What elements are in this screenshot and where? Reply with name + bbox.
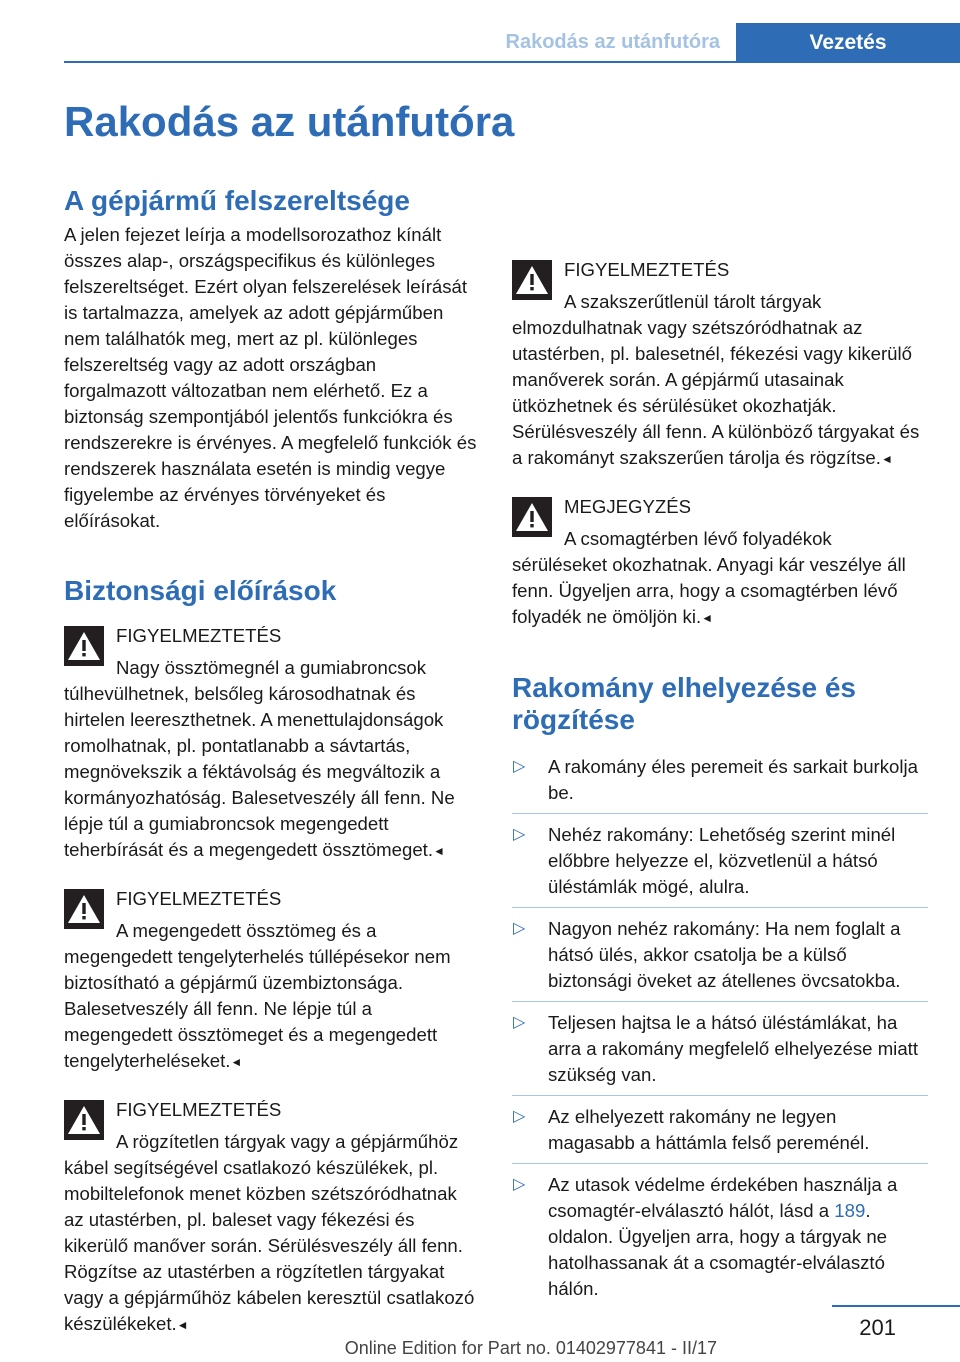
header-rule — [64, 61, 960, 63]
equipment-text: A jelen fejezet leírja a modellsorozathoz kínált összes alap-, országspecifikus és különleges felszereltséget. Ezért olyan felszerelések leírását is tartalmazza, amelyek az adott gépjárműben nem találhatók meg, mert az pl. különleges felszereltség vagy az adott országban forgalmazott változatban nem elérhető. Ez a biztonság szempontjából jelentős funkciókra és rendszerekre is érvényes. A megfelelő funkciók és rendszerek használata esetén is mindig vegye figyelembe az érvényes törvényeket és előírásokat. — [64, 224, 477, 531]
warning-triangle-icon — [512, 260, 552, 300]
list-item: ▷ A rakomány éles peremeit és sarkait burkolja be. — [512, 754, 928, 806]
note-text: A csomagtérben lévő folyadékok sérüléseket okozhatnak. Anyagi kár veszélye áll fenn. Ügyeljen arra, hogy a csomagtérben lévő folyadék ne ömöljön ki.◄ — [512, 528, 906, 627]
cargo-heading: Rakomány elhelyezése és rögzítése — [512, 672, 856, 735]
warning-label: FIGYELMEZTETÉS — [116, 625, 282, 646]
list-item: ▷ Teljesen hajtsa le a hátsó üléstámlákat, ha arra a rakomány megfelelő elhelyezése miatt szükség van. — [512, 1010, 928, 1088]
list-item: ▷ Az elhelyezett rakomány ne legyen magasabb a háttámla felső pereménél. — [512, 1104, 928, 1156]
page-reference-link[interactable]: 189 — [834, 1200, 866, 1221]
page-header — [0, 23, 960, 62]
warning-text: A megengedett össztömeg és a megengedett tengelyterhelés túllépésekor nem biztosítható a gépjármű üzembiztonsága. Balesetveszély áll fenn. Ne lépje túl a megengedett össztömeget és a megengedett tengelyterheléseket.◄ — [64, 920, 451, 1071]
header-section-title: Rakodás az utánfutóra — [505, 31, 720, 53]
page-number: 201 — [859, 1315, 896, 1340]
warning-triangle-icon — [64, 889, 104, 929]
end-mark: ◄ — [176, 1318, 189, 1332]
end-mark: ◄ — [880, 452, 893, 466]
cargo-list — [512, 754, 928, 1302]
safety-heading: Biztonsági előírások — [64, 575, 337, 606]
warning-text: A szakszerűtlenül tárolt tárgyak elmozdulhatnak vagy szétszóródhatnak az utastérben, pl. balesetnél, fékezési vagy kikerülő manőverek során. A gépjármű utasainak ütközhetnek és sérülésüket okozhatják. Sérülésveszély áll fenn. A különböző tárgyakat és a rakományt szakszerűen tárolja és rögzítse.◄ — [512, 291, 920, 468]
page-title: Rakodás az utánfutóra — [64, 98, 515, 145]
header-chapter-tab: Vezetés — [736, 23, 960, 63]
triangle-right-icon: ▷ — [513, 1176, 526, 1193]
warning-text: Nagy össztömegnél a gumiabroncsok túlhevülhetnek, belsőleg károsodhatnak és hirtelen leereszthetnek. A menettulajdonságok romolhatnak, pl. pontatlanabb a sávtartás, megnövekszik a féktávolság és megváltozik a kormányozhatóság. Balesetveszély áll fenn. Ne lépje túl a gumiabroncsok megengedett teherbírását és a megengedett össztömeget.◄ — [64, 657, 455, 860]
footer-edition: Online Edition for Part no. 01402977841 - II/17 — [344, 1338, 717, 1358]
triangle-right-icon: ▷ — [513, 826, 526, 843]
triangle-right-icon: ▷ — [513, 920, 526, 937]
warning-text: A rögzítetlen tárgyak vagy a gépjárműhöz kábel segítségével csatlakozó készülékek, pl. mobiltelefonok menet közben szétszóródhatnak az utastérben, pl. baleset vagy fékezési és kikerülő manőver során. Sérülésveszély áll fenn. Rögzítse az utastérben a rögzítetlen tárgyakat vagy a gépjárműhöz kábelen keresztül csatlakozó készülékeket.◄ — [64, 1131, 475, 1334]
end-mark: ◄ — [230, 1055, 243, 1069]
right-column — [512, 185, 928, 1302]
list-item: ▷ Az utasok védelme érdekében használja a csomagtér-elválasztó hálót, lásd a 189. oldalon. Ügyeljen arra, hogy a tárgyak ne hatolhassanak át a csomagtér-elválasztó hálón. — [513, 1174, 898, 1299]
triangle-right-icon: ▷ — [513, 758, 526, 775]
warning-triangle-icon — [64, 626, 104, 666]
list-item: ▷ Nagyon nehéz rakomány: Ha nem foglalt a hátsó ülés, akkor csatolja be a külső biztonsági öveket az átellenes övcsatokba. — [512, 916, 928, 994]
triangle-right-icon: ▷ — [513, 1014, 526, 1031]
warning-label: FIGYELMEZTETÉS — [116, 888, 282, 909]
warning-label: FIGYELMEZTETÉS — [116, 1099, 282, 1120]
footer-rule — [832, 1305, 960, 1307]
warning-note-4 — [512, 257, 928, 472]
warning-note-2 — [64, 886, 480, 1075]
end-mark: ◄ — [701, 611, 714, 625]
warning-note-3 — [64, 1097, 480, 1338]
equipment-heading: A gépjármű felszereltsége — [64, 185, 410, 216]
warning-label: FIGYELMEZTETÉS — [564, 259, 730, 280]
note-block — [512, 494, 928, 631]
note-label: MEGJEGYZÉS — [564, 496, 692, 517]
warning-triangle-icon — [512, 497, 552, 537]
list-item: ▷ Nehéz rakomány: Lehetőség szerint minél előbbre helyezze el, közvetlenül a hátsó üléstámlák mögé, alulra. — [512, 822, 928, 900]
end-mark: ◄ — [433, 844, 445, 858]
triangle-right-icon: ▷ — [513, 1108, 526, 1125]
warning-note-1 — [64, 623, 480, 864]
warning-triangle-icon — [64, 1100, 104, 1140]
left-column — [64, 185, 480, 1338]
